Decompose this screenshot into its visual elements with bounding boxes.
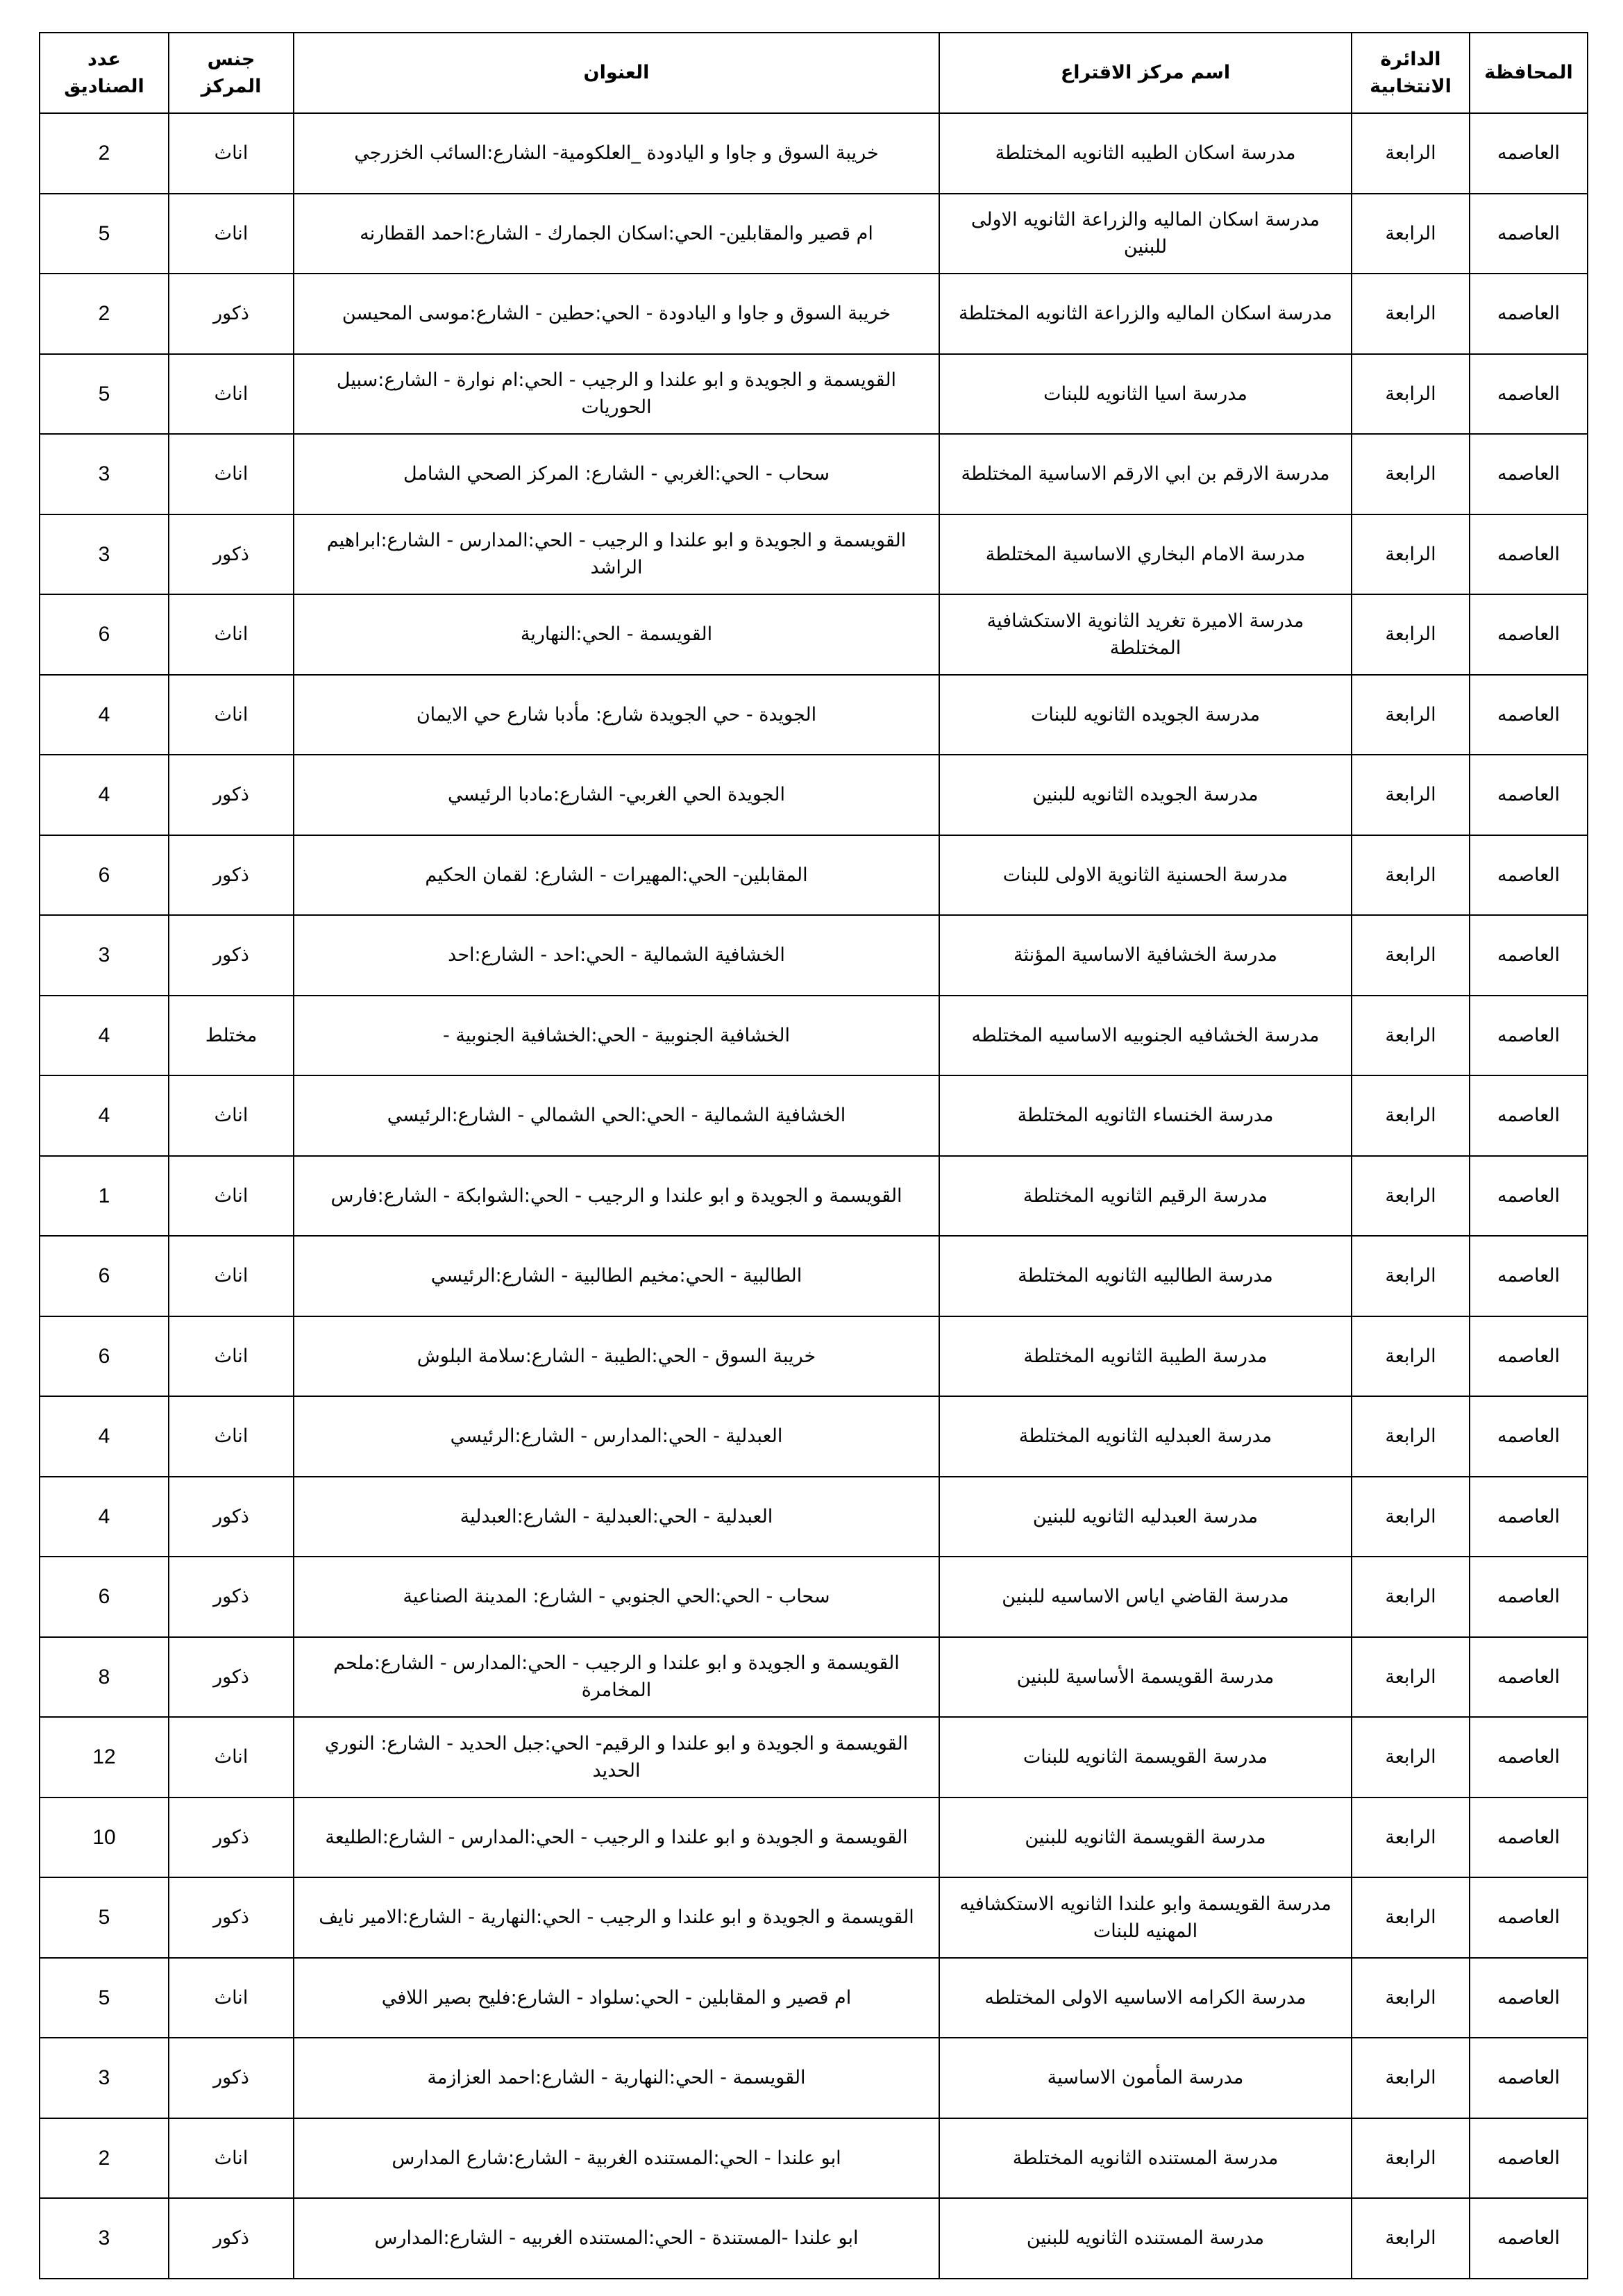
cell-box-count: 4 bbox=[40, 755, 169, 835]
cell-governorate: العاصمه bbox=[1470, 514, 1588, 595]
cell-center-name: مدرسة الخشافية الاساسية المؤنثة bbox=[939, 915, 1352, 996]
cell-governorate: العاصمه bbox=[1470, 835, 1588, 916]
cell-address: ابو علندا -المستندة - الحي:المستنده الغربيه - الشارع:المدارس bbox=[294, 2198, 939, 2279]
cell-address: العبدلية - الحي:العبدلية - الشارع:العبدلية bbox=[294, 1477, 939, 1557]
cell-center-gender: اناث bbox=[169, 1396, 294, 1477]
cell-district: الرابعة bbox=[1352, 835, 1470, 916]
cell-center-gender: اناث bbox=[169, 1717, 294, 1798]
cell-box-count: 4 bbox=[40, 996, 169, 1076]
cell-center-gender: ذكور bbox=[169, 1637, 294, 1718]
cell-district: الرابعة bbox=[1352, 2198, 1470, 2279]
cell-center-name: مدرسة الحسنية الثانوية الاولى للبنات bbox=[939, 835, 1352, 916]
cell-box-count: 4 bbox=[40, 1075, 169, 1156]
cell-center-gender: ذكور bbox=[169, 915, 294, 996]
cell-center-name: مدرسة المستنده الثانويه المختلطة bbox=[939, 2118, 1352, 2199]
cell-center-name: مدرسة القويسمة الثانويه للبنات bbox=[939, 1717, 1352, 1798]
table-row bbox=[40, 194, 1588, 274]
cell-box-count: 3 bbox=[40, 2038, 169, 2118]
header-district: الدائرة الانتخابية bbox=[1352, 33, 1470, 113]
cell-governorate: العاصمه bbox=[1470, 594, 1588, 675]
cell-box-count: 10 bbox=[40, 1798, 169, 1878]
table-row bbox=[40, 1557, 1588, 1637]
cell-address: ابو علندا - الحي:المستنده الغربية - الشارع:شارع المدارس bbox=[294, 2118, 939, 2199]
cell-center-name: مدرسة اسكان الطيبه الثانويه المختلطة bbox=[939, 113, 1352, 194]
cell-governorate: العاصمه bbox=[1470, 1717, 1588, 1798]
cell-center-gender: اناث bbox=[169, 1075, 294, 1156]
cell-center-gender: اناث bbox=[169, 1958, 294, 2038]
table-row bbox=[40, 514, 1588, 595]
cell-governorate: العاصمه bbox=[1470, 755, 1588, 835]
table-row bbox=[40, 755, 1588, 835]
cell-center-name: مدرسة المأمون الاساسية bbox=[939, 2038, 1352, 2118]
cell-address: سحاب - الحي:الحي الجنوبي - الشارع: المدينة الصناعية bbox=[294, 1557, 939, 1637]
cell-center-gender: اناث bbox=[169, 1156, 294, 1237]
header-row bbox=[40, 33, 1588, 113]
cell-district: الرابعة bbox=[1352, 1958, 1470, 2038]
cell-address: القويسمة و الجويدة و ابو علندا و الرجيب - الحي:النهارية - الشارع:الامير نايف bbox=[294, 1877, 939, 1958]
cell-governorate: العاصمه bbox=[1470, 1236, 1588, 1316]
cell-center-name: مدرسة القويسمة الثانويه للبنين bbox=[939, 1798, 1352, 1878]
cell-governorate: العاصمه bbox=[1470, 354, 1588, 435]
cell-center-gender: اناث bbox=[169, 1236, 294, 1316]
table-row bbox=[40, 354, 1588, 435]
header-center-name: اسم مركز الاقتراع bbox=[939, 33, 1352, 113]
cell-center-name: مدرسة الارقم بن ابي الارقم الاساسية المختلطة bbox=[939, 434, 1352, 514]
cell-center-name: مدرسة الطالبيه الثانويه المختلطة bbox=[939, 1236, 1352, 1316]
cell-box-count: 12 bbox=[40, 1717, 169, 1798]
cell-district: الرابعة bbox=[1352, 594, 1470, 675]
cell-box-count: 2 bbox=[40, 2118, 169, 2199]
cell-address: سحاب - الحي:الغربي - الشارع: المركز الصحي الشامل bbox=[294, 434, 939, 514]
table-body bbox=[40, 113, 1588, 2279]
cell-governorate: العاصمه bbox=[1470, 1075, 1588, 1156]
cell-center-gender: اناث bbox=[169, 675, 294, 755]
cell-box-count: 6 bbox=[40, 1557, 169, 1637]
cell-district: الرابعة bbox=[1352, 1798, 1470, 1878]
cell-box-count: 3 bbox=[40, 915, 169, 996]
cell-address: المقابلين- الحي:المهيرات - الشارع: لقمان الحكيم bbox=[294, 835, 939, 916]
cell-box-count: 3 bbox=[40, 2198, 169, 2279]
table-row bbox=[40, 1075, 1588, 1156]
cell-district: الرابعة bbox=[1352, 354, 1470, 435]
table-row bbox=[40, 675, 1588, 755]
cell-center-name: مدرسة القويسمة وابو علندا الثانويه الاستكشافيه المهنيه للبنات bbox=[939, 1877, 1352, 1958]
table-row bbox=[40, 1236, 1588, 1316]
cell-district: الرابعة bbox=[1352, 675, 1470, 755]
cell-center-name: مدرسة الاميرة تغريد الثانوية الاستكشافية المختلطة bbox=[939, 594, 1352, 675]
cell-center-gender: ذكور bbox=[169, 514, 294, 595]
cell-center-name: مدرسة القاضي اياس الاساسيه للبنين bbox=[939, 1557, 1352, 1637]
cell-address: القويسمة - الحي:النهارية - الشارع:احمد العزازمة bbox=[294, 2038, 939, 2118]
cell-address: الجويدة الحي الغربي- الشارع:مادبا الرئيسي bbox=[294, 755, 939, 835]
cell-center-gender: اناث bbox=[169, 434, 294, 514]
cell-center-name: مدرسة الامام البخاري الاساسية المختلطة bbox=[939, 514, 1352, 595]
cell-governorate: العاصمه bbox=[1470, 113, 1588, 194]
cell-center-name: مدرسة الكرامه الاساسيه الاولى المختلطه bbox=[939, 1958, 1352, 2038]
cell-box-count: 1 bbox=[40, 1156, 169, 1237]
cell-address: القويسمة و الجويدة و ابو علندا و الرجيب - الحي:المدارس - الشارع:الطليعة bbox=[294, 1798, 939, 1878]
cell-district: الرابعة bbox=[1352, 194, 1470, 274]
polling-centers-sheet bbox=[39, 32, 1587, 2279]
cell-district: الرابعة bbox=[1352, 1396, 1470, 1477]
cell-box-count: 6 bbox=[40, 594, 169, 675]
cell-center-name: مدرسة الجويده الثانويه للبنين bbox=[939, 755, 1352, 835]
table-row bbox=[40, 1316, 1588, 1397]
header-address: العنوان bbox=[294, 33, 939, 113]
cell-center-gender: ذكور bbox=[169, 274, 294, 354]
cell-address: الجويدة - حي الجويدة شارع: مأدبا شارع حي الايمان bbox=[294, 675, 939, 755]
cell-address: خريبة السوق و جاوا و اليادودة - الحي:حطين - الشارع:موسى المحيسن bbox=[294, 274, 939, 354]
cell-governorate: العاصمه bbox=[1470, 996, 1588, 1076]
cell-governorate: العاصمه bbox=[1470, 1396, 1588, 1477]
cell-address: الطالبية - الحي:مخيم الطالبية - الشارع:الرئيسي bbox=[294, 1236, 939, 1316]
cell-center-gender: اناث bbox=[169, 2118, 294, 2199]
cell-address: القويسمة و الجويدة و ابو علندا و الرجيب - الحي:الشوابكة - الشارع:فارس bbox=[294, 1156, 939, 1237]
cell-box-count: 6 bbox=[40, 835, 169, 916]
cell-box-count: 3 bbox=[40, 514, 169, 595]
cell-center-name: مدرسة الرقيم الثانويه المختلطة bbox=[939, 1156, 1352, 1237]
cell-governorate: العاصمه bbox=[1470, 1958, 1588, 2038]
cell-governorate: العاصمه bbox=[1470, 675, 1588, 755]
cell-address: خريبة السوق و جاوا و اليادودة _العلكومية- الشارع:السائب الخزرجي bbox=[294, 113, 939, 194]
cell-center-name: مدرسة اسكان الماليه والزراعة الثانويه المختلطة bbox=[939, 274, 1352, 354]
cell-governorate: العاصمه bbox=[1470, 1316, 1588, 1397]
cell-address: العبدلية - الحي:المدارس - الشارع:الرئيسي bbox=[294, 1396, 939, 1477]
cell-district: الرابعة bbox=[1352, 1717, 1470, 1798]
cell-district: الرابعة bbox=[1352, 2118, 1470, 2199]
table-row bbox=[40, 1958, 1588, 2038]
header-box-count: عدد الصناديق bbox=[40, 33, 169, 113]
cell-district: الرابعة bbox=[1352, 996, 1470, 1076]
cell-district: الرابعة bbox=[1352, 514, 1470, 595]
cell-governorate: العاصمه bbox=[1470, 194, 1588, 274]
cell-center-name: مدرسة العبدليه الثانويه للبنين bbox=[939, 1477, 1352, 1557]
cell-center-gender: ذكور bbox=[169, 2198, 294, 2279]
table-row bbox=[40, 113, 1588, 194]
cell-address: الخشافية الشمالية - الحي:احد - الشارع:احد bbox=[294, 915, 939, 996]
cell-governorate: العاصمه bbox=[1470, 434, 1588, 514]
cell-center-gender: اناث bbox=[169, 594, 294, 675]
cell-center-gender: اناث bbox=[169, 194, 294, 274]
cell-box-count: 6 bbox=[40, 1236, 169, 1316]
cell-district: الرابعة bbox=[1352, 1477, 1470, 1557]
header-governorate: المحافظة bbox=[1470, 33, 1588, 113]
table-row bbox=[40, 1798, 1588, 1878]
cell-box-count: 4 bbox=[40, 675, 169, 755]
cell-box-count: 5 bbox=[40, 354, 169, 435]
cell-center-gender: ذكور bbox=[169, 1877, 294, 1958]
cell-address: القويسمة و الجويدة و ابو علندا و الرجيب - الحي:ام نوارة - الشارع:سبيل الحوريات bbox=[294, 354, 939, 435]
cell-center-name: مدرسة اسيا الثانويه للبنات bbox=[939, 354, 1352, 435]
table-row bbox=[40, 594, 1588, 675]
cell-center-name: مدرسة الخشافيه الجنوبيه الاساسيه المختلطه bbox=[939, 996, 1352, 1076]
cell-address: الخشافية الجنوبية - الحي:الخشافية الجنوبية - bbox=[294, 996, 939, 1076]
cell-district: الرابعة bbox=[1352, 755, 1470, 835]
cell-governorate: العاصمه bbox=[1470, 915, 1588, 996]
cell-governorate: العاصمه bbox=[1470, 1877, 1588, 1958]
cell-box-count: 2 bbox=[40, 274, 169, 354]
cell-district: الرابعة bbox=[1352, 2038, 1470, 2118]
cell-address: خريبة السوق - الحي:الطيبة - الشارع:سلامة البلوش bbox=[294, 1316, 939, 1397]
table-row bbox=[40, 434, 1588, 514]
cell-governorate: العاصمه bbox=[1470, 1557, 1588, 1637]
cell-district: الرابعة bbox=[1352, 1316, 1470, 1397]
cell-center-gender: ذكور bbox=[169, 2038, 294, 2118]
cell-district: الرابعة bbox=[1352, 113, 1470, 194]
cell-address: القويسمة و الجويدة و ابو علندا و الرقيم- الحي:جبل الحديد - الشارع: النوري الحديد bbox=[294, 1717, 939, 1798]
cell-center-name: مدرسة الجويده الثانويه للبنات bbox=[939, 675, 1352, 755]
cell-box-count: 4 bbox=[40, 1477, 169, 1557]
cell-governorate: العاصمه bbox=[1470, 2118, 1588, 2199]
cell-center-gender: ذكور bbox=[169, 1557, 294, 1637]
cell-box-count: 5 bbox=[40, 1877, 169, 1958]
cell-district: الرابعة bbox=[1352, 1236, 1470, 1316]
cell-center-name: مدرسة اسكان الماليه والزراعة الثانويه الاولى للبنين bbox=[939, 194, 1352, 274]
table-row bbox=[40, 2118, 1588, 2199]
cell-box-count: 3 bbox=[40, 434, 169, 514]
cell-district: الرابعة bbox=[1352, 1075, 1470, 1156]
cell-center-gender: اناث bbox=[169, 354, 294, 435]
cell-center-name: مدرسة العبدليه الثانويه المختلطة bbox=[939, 1396, 1352, 1477]
cell-box-count: 8 bbox=[40, 1637, 169, 1718]
cell-governorate: العاصمه bbox=[1470, 2038, 1588, 2118]
cell-district: الرابعة bbox=[1352, 434, 1470, 514]
cell-center-gender: مختلط bbox=[169, 996, 294, 1076]
cell-address: القويسمة و الجويدة و ابو علندا و الرجيب - الحي:المدارس - الشارع:ملحم المخامرة bbox=[294, 1637, 939, 1718]
cell-governorate: العاصمه bbox=[1470, 274, 1588, 354]
cell-district: الرابعة bbox=[1352, 274, 1470, 354]
cell-center-gender: اناث bbox=[169, 113, 294, 194]
table-row bbox=[40, 2038, 1588, 2118]
table-row bbox=[40, 1396, 1588, 1477]
cell-box-count: 5 bbox=[40, 194, 169, 274]
cell-address: الخشافية الشمالية - الحي:الحي الشمالي - الشارع:الرئيسي bbox=[294, 1075, 939, 1156]
cell-center-name: مدرسة المستنده الثانويه للبنين bbox=[939, 2198, 1352, 2279]
cell-center-gender: اناث bbox=[169, 1316, 294, 1397]
cell-box-count: 5 bbox=[40, 1958, 169, 2038]
cell-district: الرابعة bbox=[1352, 1557, 1470, 1637]
cell-governorate: العاصمه bbox=[1470, 1637, 1588, 1718]
cell-box-count: 6 bbox=[40, 1316, 169, 1397]
table-row bbox=[40, 1477, 1588, 1557]
cell-governorate: العاصمه bbox=[1470, 1798, 1588, 1878]
cell-center-gender: ذكور bbox=[169, 1477, 294, 1557]
table-row bbox=[40, 2198, 1588, 2279]
table-row bbox=[40, 1637, 1588, 1718]
cell-address: ام قصير والمقابلين- الحي:اسكان الجمارك - الشارع:احمد القطارنه bbox=[294, 194, 939, 274]
cell-address: القويسمة - الحي:النهارية bbox=[294, 594, 939, 675]
cell-governorate: العاصمه bbox=[1470, 1156, 1588, 1237]
cell-district: الرابعة bbox=[1352, 915, 1470, 996]
cell-box-count: 2 bbox=[40, 113, 169, 194]
cell-center-name: مدرسة القويسمة الأساسية للبنين bbox=[939, 1637, 1352, 1718]
cell-center-name: مدرسة الخنساء الثانويه المختلطة bbox=[939, 1075, 1352, 1156]
table-row bbox=[40, 835, 1588, 916]
table-row bbox=[40, 996, 1588, 1076]
cell-district: الرابعة bbox=[1352, 1156, 1470, 1237]
polling-centers-table bbox=[39, 32, 1588, 2279]
cell-center-name: مدرسة الطيبة الثانويه المختلطة bbox=[939, 1316, 1352, 1397]
cell-address: ام قصير و المقابلين - الحي:سلواد - الشارع:فليح بصير اللافي bbox=[294, 1958, 939, 2038]
cell-center-gender: ذكور bbox=[169, 755, 294, 835]
cell-district: الرابعة bbox=[1352, 1877, 1470, 1958]
cell-box-count: 4 bbox=[40, 1396, 169, 1477]
cell-center-gender: ذكور bbox=[169, 1798, 294, 1878]
cell-center-gender: ذكور bbox=[169, 835, 294, 916]
cell-governorate: العاصمه bbox=[1470, 1477, 1588, 1557]
table-row bbox=[40, 915, 1588, 996]
table-row bbox=[40, 1877, 1588, 1958]
cell-governorate: العاصمه bbox=[1470, 2198, 1588, 2279]
header-center-gender: جنس المركز bbox=[169, 33, 294, 113]
table-row bbox=[40, 1156, 1588, 1237]
cell-address: القويسمة و الجويدة و ابو علندا و الرجيب - الحي:المدارس - الشارع:ابراهيم الراشد bbox=[294, 514, 939, 595]
table-row bbox=[40, 1717, 1588, 1798]
table-row bbox=[40, 274, 1588, 354]
cell-district: الرابعة bbox=[1352, 1637, 1470, 1718]
table-header bbox=[40, 33, 1588, 113]
